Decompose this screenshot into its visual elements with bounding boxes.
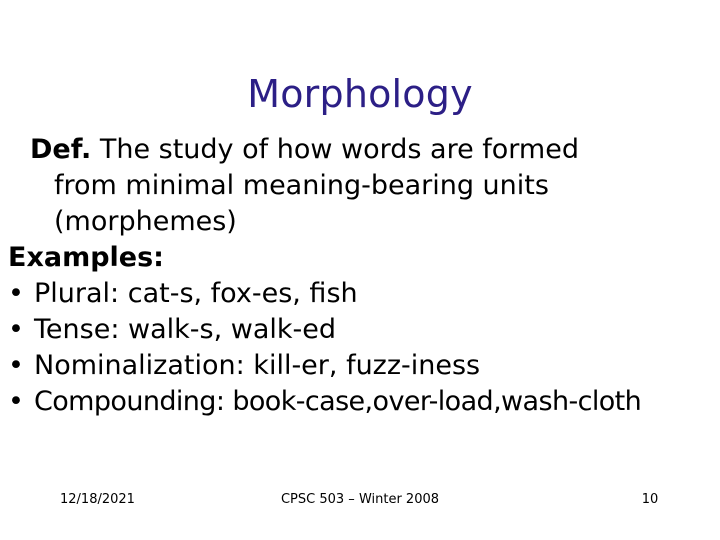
bullet-term: Plural	[34, 278, 111, 309]
bullet-term: Tense	[34, 314, 111, 345]
list-item	[8, 348, 712, 384]
definition-line-3: (morphemes)	[54, 206, 237, 237]
slide-body	[8, 132, 712, 420]
definition-line-2: from minimal meaning-bearing units	[54, 170, 549, 201]
slide-title: Morphology	[247, 72, 473, 116]
definition-text-1: The study of how words are formed	[91, 134, 579, 165]
footer-course: CPSC 503 – Winter 2008	[280, 492, 440, 507]
bullet-marker: •	[8, 314, 24, 345]
list-item	[8, 276, 712, 312]
bullet-marker: •	[8, 386, 24, 417]
bullet-marker: •	[8, 278, 24, 309]
list-item	[8, 384, 712, 420]
bullet-text: : kill-er, fuzz-iness	[235, 350, 481, 381]
list-item	[8, 312, 712, 348]
examples-heading: Examples:	[8, 242, 164, 273]
bullet-marker: •	[8, 350, 24, 381]
footer-page-number: 10	[641, 492, 659, 507]
bullet-text: : cat-s, fox-es, fish	[110, 278, 358, 309]
footer-date: 12/18/2021	[60, 492, 135, 507]
bullet-text: : book-case,over-load,wash-cloth	[215, 386, 642, 417]
definition-label: Def.	[30, 134, 92, 165]
bullet-term: Compounding	[34, 386, 216, 417]
definition-line-1	[8, 132, 712, 168]
bullet-text: : walk-s, walk-ed	[110, 314, 336, 345]
bullet-term: Nominalization	[34, 350, 236, 381]
